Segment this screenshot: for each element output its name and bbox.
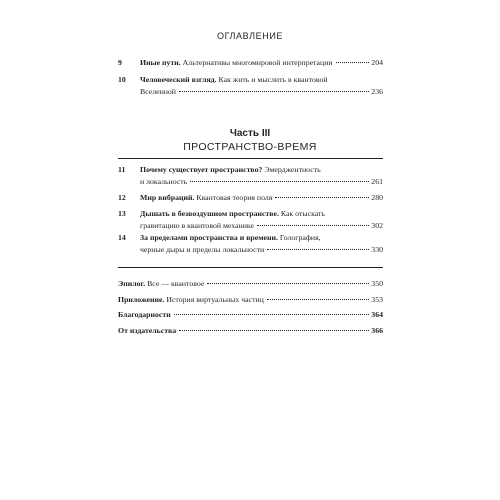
chapter-subtitle: Голография, [279, 233, 321, 242]
chapter-body [140, 232, 383, 255]
dot-leader [267, 249, 369, 250]
dot-leader [336, 62, 370, 63]
chapter-title: За пределами пространства и времени. [140, 233, 278, 242]
chapter-subtitle: Как отыскать [280, 209, 325, 218]
chapter-subtitle: Квантовая теория поля [196, 193, 273, 202]
chapter-number: 11 [118, 165, 126, 174]
chapter-body [140, 74, 383, 97]
dot-leader [174, 314, 370, 315]
page-number: 261 [371, 176, 383, 186]
chapter-subtitle-continued: гравитацию в квантовой механике [140, 220, 254, 230]
toc-entry-epilogue[interactable] [118, 278, 383, 290]
chapter-subtitle-continued: черные дыры и пределы локальности [140, 244, 265, 254]
chapter-title: Иные пути. [140, 58, 181, 67]
entry-subtitle: История виртуальных частиц [166, 295, 264, 304]
dot-leader [179, 330, 369, 331]
entry-title: Приложение. [118, 295, 165, 304]
chapter-number: 12 [118, 193, 126, 202]
page-number: 302 [371, 220, 383, 230]
dot-leader [257, 225, 369, 226]
chapter-subtitle: Как жить и мыслить в квантовой [218, 75, 328, 84]
chapter-body [140, 57, 383, 69]
chapter-body [140, 164, 383, 187]
part-divider [118, 158, 383, 159]
chapter-subtitle: Альтернативы многомировой интерпретации [182, 58, 333, 67]
page-number: 236 [371, 86, 383, 96]
page-number: 280 [371, 193, 383, 202]
chapter-number: 10 [118, 75, 126, 84]
part-label: Часть III [229, 128, 271, 139]
entry-title: Эпилог. [118, 279, 146, 288]
chapter-number: 14 [118, 233, 126, 242]
page-number: 330 [371, 244, 383, 254]
page-number: 366 [371, 326, 383, 335]
page-number: 350 [371, 279, 383, 288]
entry-title: От издательства [118, 326, 177, 335]
chapter-subtitle-continued: и локальность [140, 176, 188, 186]
page-number: 353 [371, 295, 383, 304]
chapter-body [140, 192, 383, 204]
part-title: ПРОСТРАНСТВО-ВРЕМЯ [183, 141, 317, 153]
dot-leader [267, 299, 369, 300]
page-number: 204 [371, 58, 383, 67]
chapter-subtitle: Эмерджентность [264, 165, 321, 174]
chapter-title: Почему существует пространство? [140, 165, 263, 174]
page-number: 364 [371, 310, 383, 319]
entry-subtitle: Все — квантовое [147, 279, 205, 288]
dot-leader [179, 91, 369, 92]
chapter-title: Мир вибраций. [140, 193, 195, 202]
chapter-number: 13 [118, 209, 126, 218]
dot-leader [190, 181, 369, 182]
toc-entry-acknowledgments[interactable] [118, 309, 383, 321]
chapter-body [140, 208, 383, 231]
chapter-title: Дышать в безвоздушном пространстве. [140, 209, 279, 218]
dot-leader [275, 197, 369, 198]
chapter-number: 9 [118, 58, 122, 67]
chapter-title: Человеческий взгляд. [140, 75, 217, 84]
toc-entry-appendix[interactable] [118, 294, 383, 306]
page-header: ОГЛАВЛЕНИЕ [216, 31, 284, 41]
entry-title: Благодарности [118, 310, 171, 319]
dot-leader [207, 283, 369, 284]
toc-entry-publisher-note[interactable] [118, 325, 383, 337]
chapter-subtitle-continued: Вселенной [140, 86, 176, 96]
back-matter-divider [118, 267, 383, 268]
